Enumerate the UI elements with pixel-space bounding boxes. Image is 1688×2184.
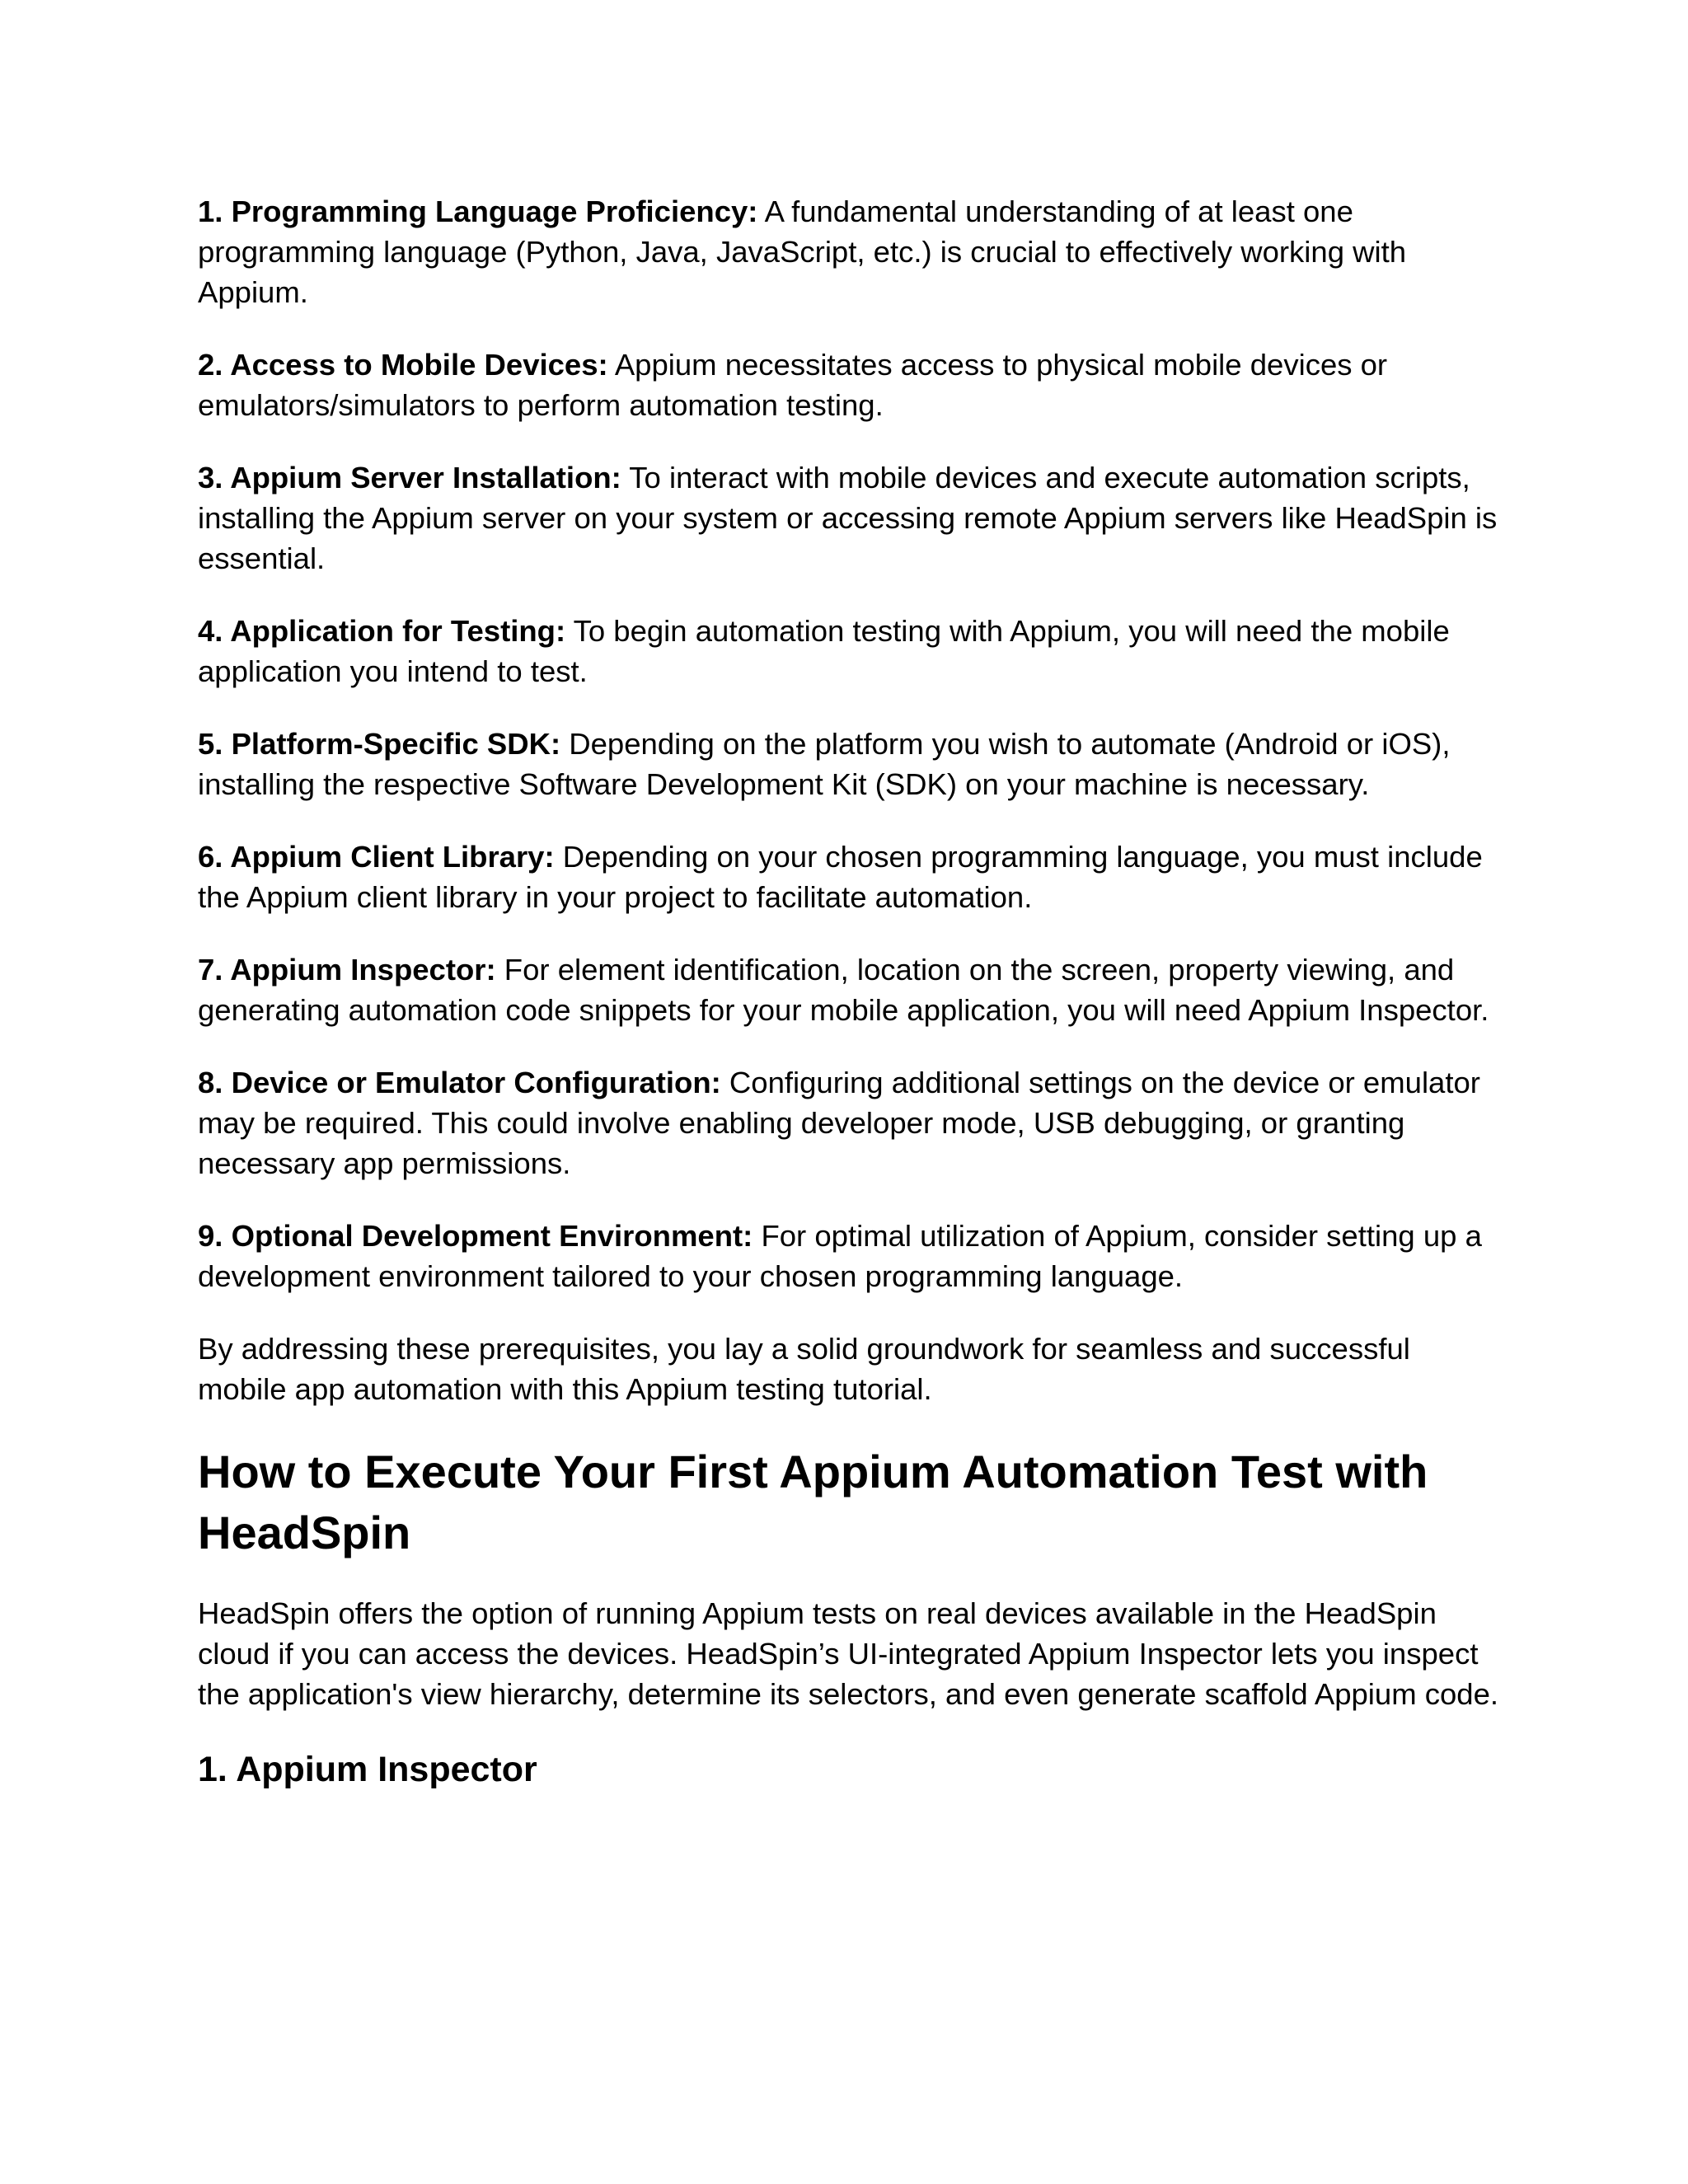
prerequisite-text: For optimal utilization of Appium, consider setting up a development environment tailored to your chosen programming language. <box>198 1219 1482 1293</box>
prerequisite-label: 4. Application for Testing: <box>198 614 566 648</box>
prerequisite-text: A fundamental understanding of at least one programming language (Python, Java, JavaScript, etc.) is crucial to effectively working with Appium. <box>198 194 1407 309</box>
prerequisite-label: 7. Appium Inspector: <box>198 953 496 987</box>
closing-paragraph: By addressing these prerequisites, you lay a solid groundwork for seamless and successful mobile app automation with this Appium testing tutorial. <box>198 1332 1410 1406</box>
prerequisite-label: 1. Programming Language Proficiency: <box>198 194 758 228</box>
prerequisite-label: 8. Device or Emulator Configuration: <box>198 1066 721 1099</box>
prerequisite-label: 5. Platform-Specific SDK: <box>198 727 561 761</box>
prerequisite-item <box>198 344 1500 425</box>
prerequisite-item <box>198 837 1500 917</box>
prerequisite-text: Configuring additional settings on the device or emulator may be required. This could involve enabling developer mode, USB debugging, or granting necessary app permissions. <box>198 1066 1480 1180</box>
prerequisite-item <box>198 1062 1500 1183</box>
prerequisite-text: To interact with mobile devices and execute automation scripts, installing the Appium server on your system or accessing remote Appium servers like HeadSpin is essential. <box>198 461 1498 575</box>
prerequisite-text: To begin automation testing with Appium, you will need the mobile application you intend to test. <box>198 614 1450 688</box>
prerequisite-label: 9. Optional Development Environment: <box>198 1219 753 1253</box>
prerequisite-label: 3. Appium Server Installation: <box>198 461 621 494</box>
prerequisite-item <box>198 611 1500 691</box>
prerequisite-item <box>198 191 1500 312</box>
document-body <box>198 191 1500 1793</box>
prerequisite-text: For element identification, location on the screen, property viewing, and generating automation code snippets for your mobile application, you will need Appium Inspector. <box>198 953 1489 1027</box>
prerequisite-label: 6. Appium Client Library: <box>198 840 555 874</box>
section-heading: How to Execute Your First Appium Automation Test with HeadSpin <box>198 1446 1428 1558</box>
section-intro-paragraph: HeadSpin offers the option of running Appium tests on real devices available in the HeadSpin cloud if you can access the devices. HeadSpin’s UI-integrated Appium Inspector lets you inspect the application's view hierarchy, determine its selectors, and even generate scaffold Appium code. <box>198 1596 1499 1711</box>
prerequisite-item <box>198 724 1500 804</box>
prerequisite-label: 2. Access to Mobile Devices: <box>198 348 608 382</box>
prerequisite-text: Appium necessitates access to physical mobile devices or emulators/simulators to perform automation testing. <box>198 348 1388 422</box>
prerequisite-text: Depending on the platform you wish to automate (Android or iOS), installing the respective Software Development Kit (SDK) on your machine is necessary. <box>198 727 1451 801</box>
prerequisite-text: Depending on your chosen programming language, you must include the Appium client library in your project to facilitate automation. <box>198 840 1483 914</box>
prerequisite-item <box>198 949 1500 1030</box>
prerequisite-item <box>198 1216 1500 1296</box>
prerequisite-item <box>198 457 1500 579</box>
subsection-heading: 1. Appium Inspector <box>198 1750 537 1789</box>
